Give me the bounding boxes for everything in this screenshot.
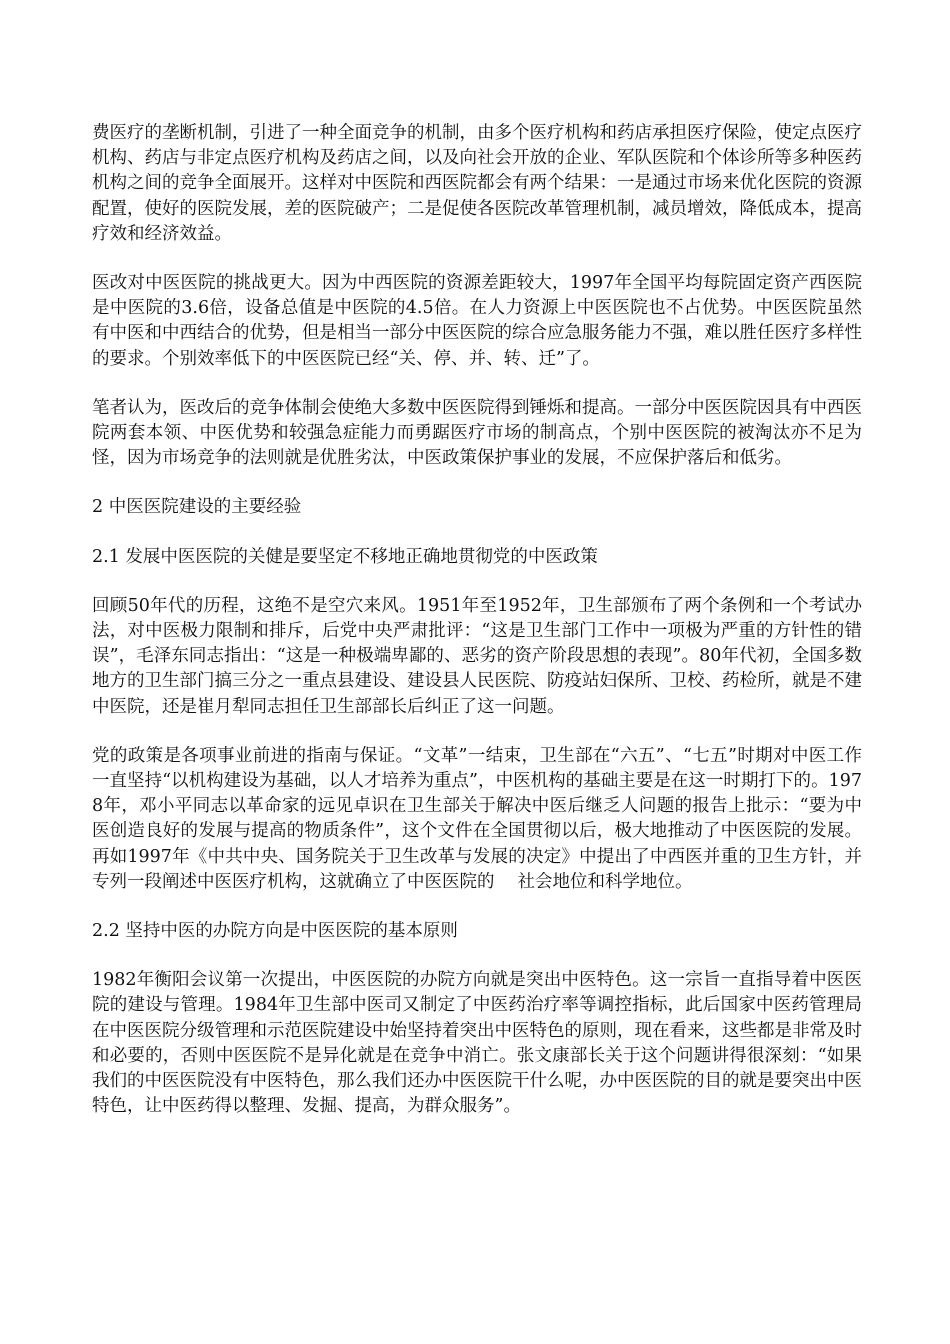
subsection-heading-2-2: 2.2 坚持中医的办院方向是中医医院的基本原则 [92, 921, 458, 942]
paragraph-1950s-history: 回顾50年代的历程，这绝不是空穴来风。1951年至1952年，卫生部颁布了两个条例和一个考试办法，对中医极力限制和排斥，后党中央严肃批评：“这是卫生部门工作中一项极为严重的方针性的错误”，毛泽东同志指出：“这是一种极端卑鄙的、恶劣的资产阶段思想的表现”。80年代初，全国多数地方的卫生部门搞三分之一重点县建设、建设县人民医院、防疫站妇保所、卫校、药检所，就是不建中医院，还是崔月犁同志担任卫生部部长后纠正了这一问题。 [92, 595, 862, 717]
paragraph-reform-challenge: 医改对中医医院的挑战更大。因为中西医院的资源差距较大，1997年全国平均每院固定资产西医院是中医院的3.6倍，设备总值是中医院的4.5倍。在人力资源上中医医院也不占优势。中医医院虽然有中医和中西结合的优势，但是相当一部分中医医院的综合应急服务能力不强，难以胜任医疗多样性的要求。个别效率低下的中医医院已经“关、停、并、转、迁”了。 [92, 273, 862, 369]
paragraph-competition-mechanism: 费医疗的垄断机制，引进了一种全面竞争的机制，由多个医疗机构和药店承担医疗保险，使定点医疗机构、药店与非定点医疗机构及药店之间，以及向社会开放的企业、军队医院和个体诊所等多种医药机构之间的竞争全面展开。这样对中医院和西医院都会有两个结果：一是通过市场来优化医院的资源配置，使好的医院发展，差的医院破产；二是促使各医院改革管理机制，减员增效，降低成本，提高疗效和经济效益。 [92, 123, 862, 244]
paragraph-party-policy: 党的政策是各项事业前进的指南与保证。“文革”一结束，卫生部在“六五”、“七五”时期对中医工作一直坚持“以机构建设为基础，以人才培养为重点”，中医机构的基础主要是在这一时期打下的。1978年，邓小平同志以革命家的远见卓识在卫生部关于解决中医后继乏人问题的报告上批示：“要为中医创造良好的发展与提高的物质条件”，这个文件在全国贯彻以后，极大地推动了中医医院的发展。再如1997年《中共中央、国务院关于卫生改革与发展的决定》中提出了中西医并重的卫生方针，并专列一段阐述中医医疗机构，这就确立了中医医院的 社会地位和科学地位。 [92, 745, 862, 892]
subsection-heading-2-1: 2.1 发展中医医院的关健是要坚定不移地正确地贯彻党的中医政策 [92, 546, 598, 567]
paragraph-hengyang-meeting: 1982年衡阳会议第一次提出，中医医院的办院方向就是突出中医特色。这一宗旨一直指导着中医医院的建设与管理。1984年卫生部中医司又制定了中医药治疗率等调控指标，此后国家中医药管理局在中医医院分级管理和示范医院建设中始坚持着突出中医特色的原则，现在看来，这些都是非常及时和必要的，否则中医医院不是异化就是在竞争中消亡。张文康部长关于这个问题讲得很深刻：“如果我们的中医医院没有中医特色，那么我们还办中医医院干什么呢，办中医医院的目的就是要突出中医特色，让中医药得以整理、发掘、提高，为群众服务”。 [92, 970, 862, 1117]
section-heading-2: 2 中医医院建设的主要经验 [92, 497, 302, 518]
paragraph-author-view: 笔者认为，医改后的竞争体制会使绝大多数中医医院得到锤烁和提高。一部分中医医院因具有中西医院两套本领、中医优势和较强急症能力而勇踞医疗市场的制高点，个别中医医院的被淘汰亦不足为怪，因为市场竞争的法则就是优胜劣汰，中医政策保护事业的发展，不应保护落后和低劣。 [92, 397, 862, 469]
document-page [92, 121, 862, 1144]
